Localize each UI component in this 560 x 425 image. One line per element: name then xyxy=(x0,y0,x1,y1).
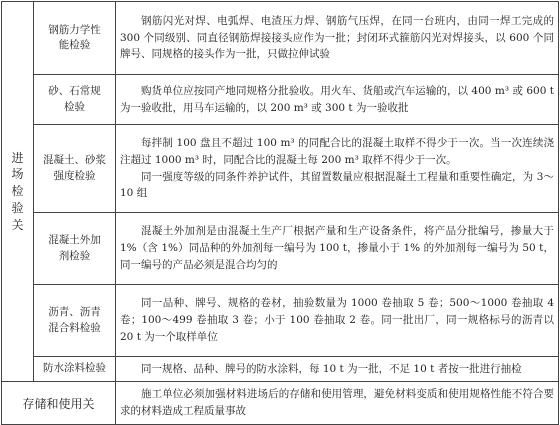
desc-paragraph: 同一规格、品种、牌号的防水涂料，每 10 t 为一批，不足 10 t 者按一批进行抽检 xyxy=(141,362,522,375)
table-row xyxy=(2,75,559,125)
desc-sand-stone xyxy=(116,75,559,125)
desc-storage xyxy=(116,382,559,425)
item-asphalt xyxy=(34,285,116,357)
group-label-line: 关 xyxy=(11,217,24,232)
group-label-entry-inspection xyxy=(2,2,34,382)
item-label-line: 检验 xyxy=(64,100,85,113)
storage-label: 存储和使用关 xyxy=(2,382,116,425)
desc-paragraph: 混凝土外加剂是由混凝土生产厂根据产量和生产设备条件，将产品分批编号，掺量大于 1%（含 1%）同品种的外加剂每一编号为 100 t，掺量小于 1% 的外加剂每一编号为 50 t，同一编号的产品必须是混合均匀的 xyxy=(120,225,554,271)
inspection-table xyxy=(1,1,559,425)
item-waterproof-coating xyxy=(34,357,116,382)
table-row xyxy=(2,213,559,285)
desc-concrete-strength xyxy=(116,125,559,213)
item-rebar-mechanical xyxy=(34,2,116,75)
item-label-line: 防水涂料检验 xyxy=(43,362,106,375)
item-admixture xyxy=(34,213,116,285)
desc-paragraph: 每拌制 100 盘且不超过 100 m³ 的同配合比的混凝土取样不得少于一次。当一次连续浇注超过 1000 m³ 时，同配合比的混凝土每 200 m³ 取样不得少于一次。 xyxy=(120,136,554,166)
desc-admixture xyxy=(116,213,559,285)
item-label-line: 砂、石常规 xyxy=(48,85,101,98)
item-label-line: 剂检验 xyxy=(58,249,91,262)
desc-paragraph: 同一品种、牌号、规格的卷材，抽验数量为 1000 卷抽取 5 卷；500～1000 卷抽取 4 卷；100～499 卷抽取 3 卷；小于 100 卷抽取 2 卷。同一批出厂，同一规格标号的沥青以 20 t 为一个取样单位 xyxy=(120,297,554,343)
table-row xyxy=(2,285,559,357)
item-concrete-strength xyxy=(34,125,116,213)
item-label-line: 沥青、沥青 xyxy=(48,306,101,319)
item-sand-stone xyxy=(34,75,116,125)
desc-asphalt xyxy=(116,285,559,357)
desc-paragraph: 购货单位应按同产地同规格分批验收。用火车、货船或汽车运输的，以 400 m³ 或 600 t 为一验收批，用马车运输的，以 200 m³ 或 300 t 为一验收批 xyxy=(120,84,554,114)
table-row xyxy=(2,382,559,425)
table-row xyxy=(2,125,559,213)
item-label-line: 混凝土外加 xyxy=(48,234,101,247)
item-label-line: 能检验 xyxy=(58,39,91,51)
item-label-line: 强度检验 xyxy=(53,169,96,182)
item-label-line: 混合料检验 xyxy=(48,321,101,334)
group-label-line: 进场 xyxy=(11,150,24,182)
table-row xyxy=(2,2,559,75)
table-row xyxy=(2,357,559,382)
desc-rebar-mechanical xyxy=(116,2,559,75)
item-label-line: 混凝土、砂浆 xyxy=(43,154,106,167)
item-label-line: 钢筋力学性 xyxy=(48,23,101,36)
desc-waterproof-coating xyxy=(116,357,559,382)
desc-paragraph: 施工单位必须加强材料进场后的存储和使用管理，避免材料变质和使用规格性能不符合要求的材料造成工程质量事故 xyxy=(120,388,554,417)
desc-paragraph: 同一强度等级的同条件养护试件，其留置数量应根据混凝土工程量和重要性确定，为 3～10 组 xyxy=(120,170,554,200)
desc-paragraph: 钢筋闪光对焊、电弧焊、电渣压力焊、钢筋气压焊，在同一台班内，由同一焊工完成的 300 个同级别、同直径钢筋焊接接头应作为一批；封闭环式箍筋闪光对焊接头，以 600 个同牌号、同规格的接头作为一批，只做拉伸试验 xyxy=(120,14,554,61)
group-label-line: 检验 xyxy=(11,184,24,215)
